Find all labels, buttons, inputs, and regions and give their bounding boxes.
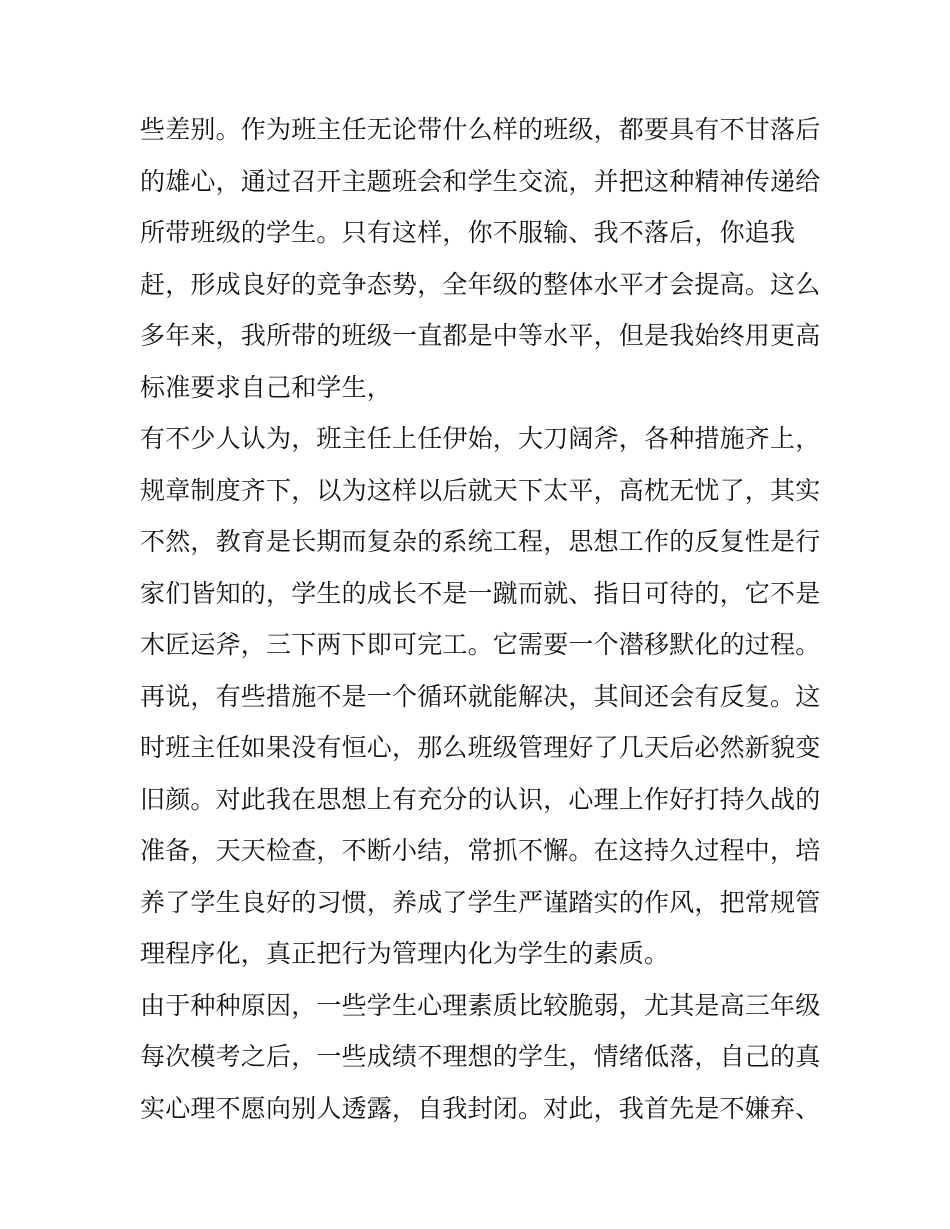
text-line: 旧颜。对此我在思想上有充分的认识，心理上作好打持久战的 <box>140 784 820 814</box>
text-line: 多年来，我所带的班级一直都是中等水平，但是我始终用更高 <box>140 321 820 350</box>
body-text <box>140 104 820 1134</box>
text-line: 所带班级的学生。只有这样，你不服输、我不落后，你追我 <box>140 218 796 247</box>
text-line: 时班主任如果没有恒心，那么班级管理好了几天后必然新貌变 <box>140 733 820 762</box>
text-line: 每次模考之后，一些成绩不理想的学生，情绪低落，自己的真 <box>140 1042 820 1071</box>
text-line: 赶，形成良好的竞争态势，全年级的整体水平才会提高。这么 <box>140 269 820 299</box>
text-line: 实心理不愿向别人透露，自我封闭。对此，我首先是不嫌弃、 <box>140 1093 820 1123</box>
text-line: 不然，教育是长期而复杂的系统工程，思想工作的反复性是行 <box>140 527 820 556</box>
text-line: 木匠运斧，三下两下即可完工。它需要一个潜移默化的过程。 <box>140 630 820 659</box>
text-line: 规章制度齐下，以为这样以后就天下太平，高枕无忧了，其实 <box>140 475 820 505</box>
text-line: 养了学生良好的习惯，养成了学生严谨踏实的作风，把常规管 <box>140 887 820 917</box>
text-line: 标准要求自己和学生， <box>140 372 393 402</box>
text-line: 再说，有些措施不是一个循环就能解决，其间还会有反复。这 <box>140 681 820 711</box>
text-line: 家们皆知的，学生的成长不是一蹴而就、指日可待的，它不是 <box>140 578 820 608</box>
text-line: 的雄心，通过召开主题班会和学生交流，并把这种精神传递给 <box>140 166 820 196</box>
text-line: 理程序化，真正把行为管理内化为学生的素质。 <box>140 939 670 968</box>
text-line: 由于种种原因，一些学生心理素质比较脆弱，尤其是高三年级 <box>140 990 820 1020</box>
text-line: 有不少人认为，班主任上任伊始，大刀阔斧，各种措施齐上， <box>140 424 820 453</box>
text-line: 些差别。作为班主任无论带什么样的班级，都要具有不甘落后 <box>140 115 820 144</box>
text-line: 准备，天天检查，不断小结，常抓不懈。在这持久过程中，培 <box>140 836 820 865</box>
